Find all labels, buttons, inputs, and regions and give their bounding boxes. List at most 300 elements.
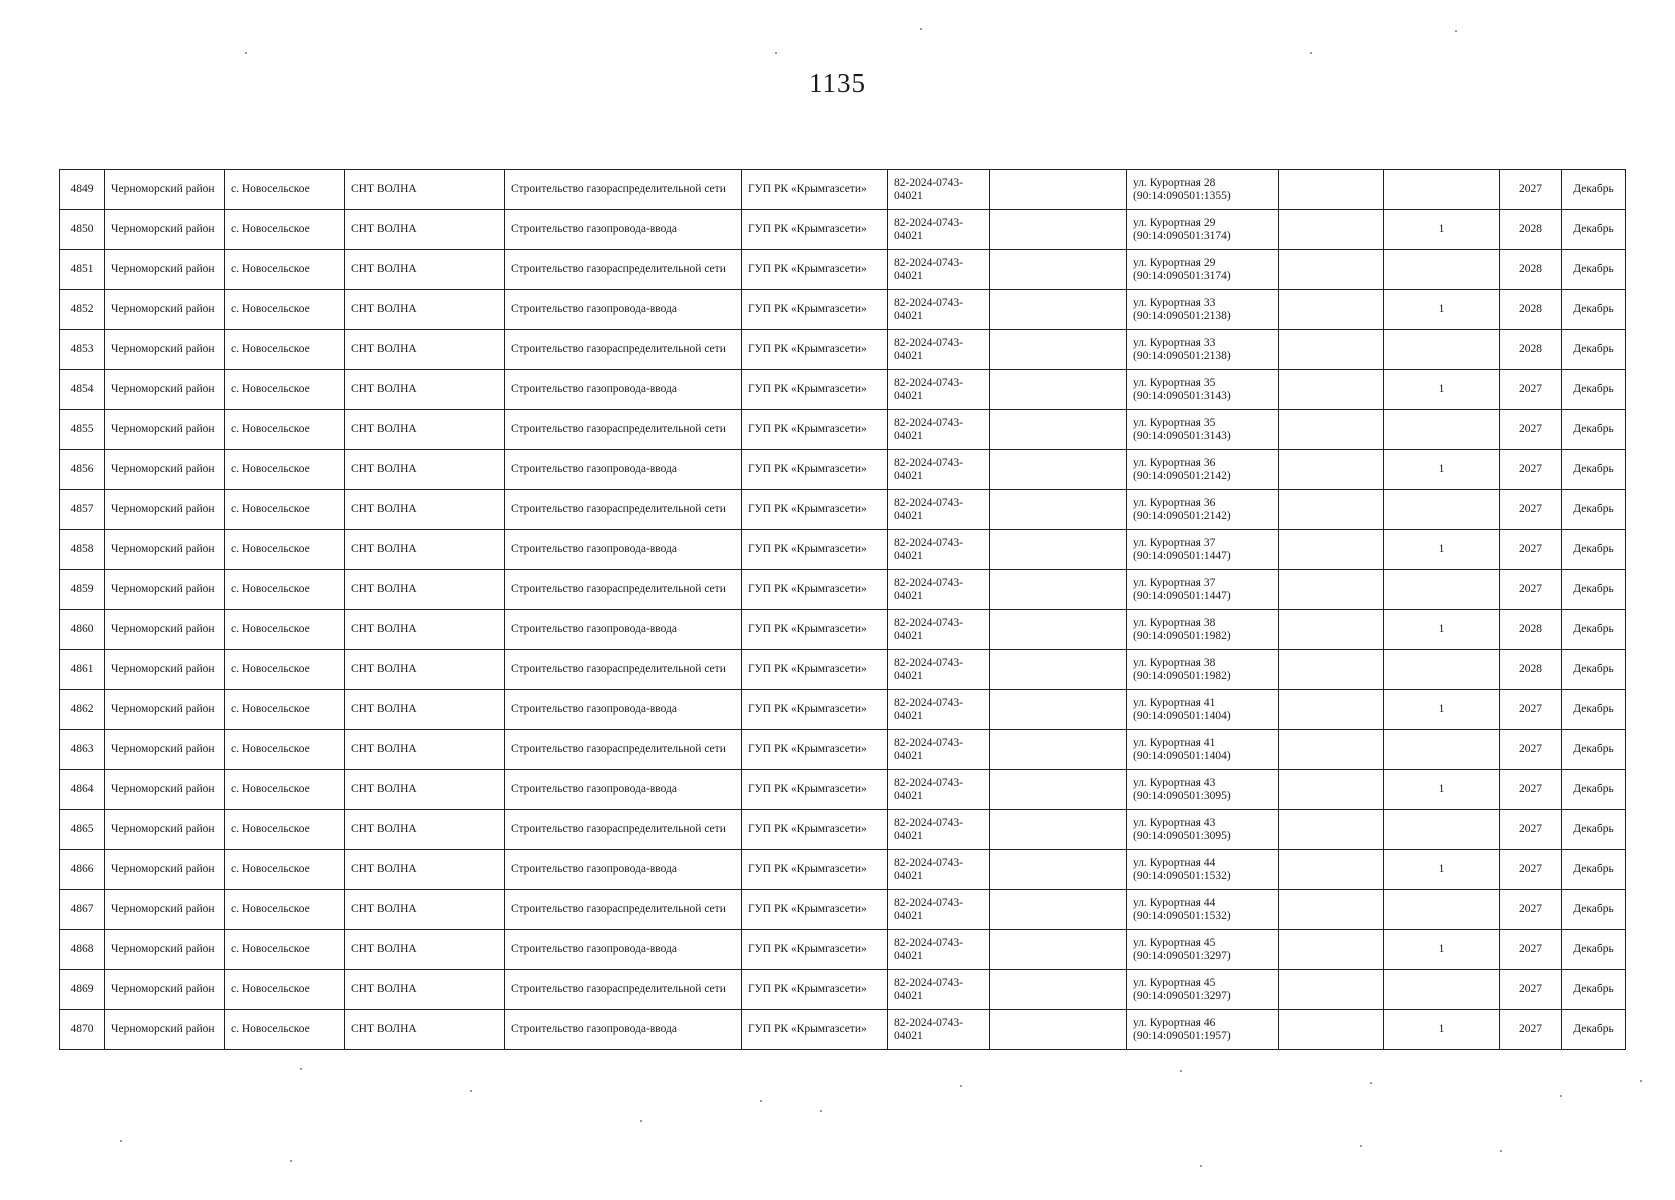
scan-speck — [640, 1120, 642, 1122]
snt-cell: СНТ ВОЛНА — [345, 850, 505, 890]
village-cell: с. Новосельское — [225, 970, 345, 1010]
table-row — [60, 370, 1626, 410]
month-cell: Декабрь — [1562, 650, 1626, 690]
empty-cell — [990, 450, 1127, 490]
address-cell: ул. Курортная 38 (90:14:090501:1982) — [1127, 610, 1279, 650]
snt-cell: СНТ ВОЛНА — [345, 490, 505, 530]
table-row — [60, 410, 1626, 450]
row-number-cell: 4866 — [60, 850, 105, 890]
snt-cell: СНТ ВОЛНА — [345, 370, 505, 410]
table-row — [60, 530, 1626, 570]
registration-code-cell: 82-2024-0743-04021 — [888, 890, 990, 930]
year-cell: 2027 — [1500, 890, 1562, 930]
empty-cell — [990, 890, 1127, 930]
table-row — [60, 290, 1626, 330]
quantity-cell — [1384, 330, 1500, 370]
work-type-cell: Строительство газопровода-ввода — [505, 610, 742, 650]
empty-cell — [1279, 850, 1384, 890]
scan-speck — [1370, 1082, 1372, 1084]
row-number-cell: 4862 — [60, 690, 105, 730]
registration-code-cell: 82-2024-0743-04021 — [888, 850, 990, 890]
district-cell: Черноморский район — [105, 530, 225, 570]
quantity-cell: 1 — [1384, 210, 1500, 250]
organization-cell: ГУП РК «Крымгазсети» — [742, 210, 888, 250]
empty-cell — [1279, 810, 1384, 850]
empty-cell — [990, 770, 1127, 810]
address-cell: ул. Курортная 41 (90:14:090501:1404) — [1127, 730, 1279, 770]
address-cell: ул. Курортная 37 (90:14:090501:1447) — [1127, 570, 1279, 610]
village-cell: с. Новосельское — [225, 210, 345, 250]
empty-cell — [1279, 330, 1384, 370]
registration-code-cell: 82-2024-0743-04021 — [888, 730, 990, 770]
month-cell: Декабрь — [1562, 170, 1626, 210]
quantity-cell — [1384, 410, 1500, 450]
work-type-cell: Строительство газораспределительной сети — [505, 890, 742, 930]
scan-speck — [470, 1090, 472, 1092]
year-cell: 2027 — [1500, 410, 1562, 450]
registration-code-cell: 82-2024-0743-04021 — [888, 690, 990, 730]
organization-cell: ГУП РК «Крымгазсети» — [742, 570, 888, 610]
village-cell: с. Новосельское — [225, 810, 345, 850]
empty-cell — [1279, 690, 1384, 730]
month-cell: Декабрь — [1562, 930, 1626, 970]
registration-code-cell: 82-2024-0743-04021 — [888, 530, 990, 570]
empty-cell — [1279, 770, 1384, 810]
month-cell: Декабрь — [1562, 570, 1626, 610]
address-cell: ул. Курортная 44 (90:14:090501:1532) — [1127, 850, 1279, 890]
empty-cell — [990, 810, 1127, 850]
address-cell: ул. Курортная 33 (90:14:090501:2138) — [1127, 330, 1279, 370]
registration-code-cell: 82-2024-0743-04021 — [888, 290, 990, 330]
year-cell: 2027 — [1500, 170, 1562, 210]
snt-cell: СНТ ВОЛНА — [345, 290, 505, 330]
district-cell: Черноморский район — [105, 170, 225, 210]
work-type-cell: Строительство газораспределительной сети — [505, 330, 742, 370]
year-cell: 2028 — [1500, 290, 1562, 330]
snt-cell: СНТ ВОЛНА — [345, 890, 505, 930]
work-type-cell: Строительство газопровода-ввода — [505, 690, 742, 730]
village-cell: с. Новосельское — [225, 370, 345, 410]
village-cell: с. Новосельское — [225, 290, 345, 330]
row-number-cell: 4864 — [60, 770, 105, 810]
snt-cell: СНТ ВОЛНА — [345, 610, 505, 650]
month-cell: Декабрь — [1562, 610, 1626, 650]
quantity-cell — [1384, 570, 1500, 610]
snt-cell: СНТ ВОЛНА — [345, 810, 505, 850]
quantity-cell — [1384, 810, 1500, 850]
work-type-cell: Строительство газопровода-ввода — [505, 930, 742, 970]
empty-cell — [1279, 170, 1384, 210]
empty-cell — [1279, 370, 1384, 410]
district-cell: Черноморский район — [105, 250, 225, 290]
registration-code-cell: 82-2024-0743-04021 — [888, 970, 990, 1010]
year-cell: 2027 — [1500, 1010, 1562, 1050]
registration-code-cell: 82-2024-0743-04021 — [888, 370, 990, 410]
empty-cell — [1279, 610, 1384, 650]
registration-code-cell: 82-2024-0743-04021 — [888, 450, 990, 490]
registration-code-cell: 82-2024-0743-04021 — [888, 210, 990, 250]
empty-cell — [990, 170, 1127, 210]
organization-cell: ГУП РК «Крымгазсети» — [742, 930, 888, 970]
registration-code-cell: 82-2024-0743-04021 — [888, 770, 990, 810]
district-cell: Черноморский район — [105, 330, 225, 370]
scan-speck — [1455, 30, 1457, 32]
table-row — [60, 850, 1626, 890]
table-row — [60, 210, 1626, 250]
snt-cell: СНТ ВОЛНА — [345, 330, 505, 370]
empty-cell — [1279, 970, 1384, 1010]
work-type-cell: Строительство газопровода-ввода — [505, 370, 742, 410]
row-number-cell: 4865 — [60, 810, 105, 850]
work-type-cell: Строительство газопровода-ввода — [505, 450, 742, 490]
registration-code-cell: 82-2024-0743-04021 — [888, 250, 990, 290]
address-cell: ул. Курортная 35 (90:14:090501:3143) — [1127, 410, 1279, 450]
row-number-cell: 4851 — [60, 250, 105, 290]
snt-cell: СНТ ВОЛНА — [345, 650, 505, 690]
village-cell: с. Новосельское — [225, 250, 345, 290]
table-row — [60, 650, 1626, 690]
snt-cell: СНТ ВОЛНА — [345, 570, 505, 610]
year-cell: 2027 — [1500, 530, 1562, 570]
table-row — [60, 490, 1626, 530]
snt-cell: СНТ ВОЛНА — [345, 1010, 505, 1050]
row-number-cell: 4860 — [60, 610, 105, 650]
quantity-cell: 1 — [1384, 530, 1500, 570]
month-cell: Декабрь — [1562, 490, 1626, 530]
empty-cell — [990, 690, 1127, 730]
empty-cell — [1279, 650, 1384, 690]
snt-cell: СНТ ВОЛНА — [345, 530, 505, 570]
empty-cell — [990, 530, 1127, 570]
district-cell: Черноморский район — [105, 970, 225, 1010]
year-cell: 2027 — [1500, 450, 1562, 490]
row-number-cell: 4868 — [60, 930, 105, 970]
year-cell: 2027 — [1500, 490, 1562, 530]
scan-speck — [1560, 1095, 1562, 1097]
empty-cell — [1279, 890, 1384, 930]
registration-code-cell: 82-2024-0743-04021 — [888, 170, 990, 210]
snt-cell: СНТ ВОЛНА — [345, 250, 505, 290]
work-type-cell: Строительство газораспределительной сети — [505, 650, 742, 690]
empty-cell — [990, 850, 1127, 890]
district-cell: Черноморский район — [105, 490, 225, 530]
organization-cell: ГУП РК «Крымгазсети» — [742, 530, 888, 570]
registration-code-cell: 82-2024-0743-04021 — [888, 1010, 990, 1050]
organization-cell: ГУП РК «Крымгазсети» — [742, 370, 888, 410]
table-row — [60, 250, 1626, 290]
year-cell: 2028 — [1500, 650, 1562, 690]
scan-speck — [1500, 1150, 1502, 1152]
row-number-cell: 4850 — [60, 210, 105, 250]
work-type-cell: Строительство газопровода-ввода — [505, 850, 742, 890]
table-row — [60, 690, 1626, 730]
month-cell: Декабрь — [1562, 970, 1626, 1010]
organization-cell: ГУП РК «Крымгазсети» — [742, 650, 888, 690]
year-cell: 2027 — [1500, 370, 1562, 410]
quantity-cell: 1 — [1384, 370, 1500, 410]
scan-speck — [820, 1110, 822, 1112]
organization-cell: ГУП РК «Крымгазсети» — [742, 490, 888, 530]
quantity-cell — [1384, 730, 1500, 770]
work-type-cell: Строительство газопровода-ввода — [505, 210, 742, 250]
village-cell: с. Новосельское — [225, 410, 345, 450]
organization-cell: ГУП РК «Крымгазсети» — [742, 1010, 888, 1050]
work-type-cell: Строительство газораспределительной сети — [505, 810, 742, 850]
scan-speck — [245, 52, 247, 54]
row-number-cell: 4856 — [60, 450, 105, 490]
month-cell: Декабрь — [1562, 290, 1626, 330]
work-type-cell: Строительство газораспределительной сети — [505, 490, 742, 530]
work-type-cell: Строительство газопровода-ввода — [505, 1010, 742, 1050]
scan-speck — [1360, 1145, 1362, 1147]
year-cell: 2028 — [1500, 210, 1562, 250]
empty-cell — [990, 570, 1127, 610]
work-type-cell: Строительство газораспределительной сети — [505, 410, 742, 450]
scan-speck — [1180, 1070, 1182, 1072]
address-cell: ул. Курортная 44 (90:14:090501:1532) — [1127, 890, 1279, 930]
village-cell: с. Новосельское — [225, 450, 345, 490]
organization-cell: ГУП РК «Крымгазсети» — [742, 890, 888, 930]
table-row — [60, 570, 1626, 610]
district-cell: Черноморский район — [105, 810, 225, 850]
district-cell: Черноморский район — [105, 570, 225, 610]
quantity-cell — [1384, 490, 1500, 530]
registration-code-cell: 82-2024-0743-04021 — [888, 410, 990, 450]
empty-cell — [990, 1010, 1127, 1050]
empty-cell — [1279, 410, 1384, 450]
empty-cell — [990, 930, 1127, 970]
year-cell: 2027 — [1500, 570, 1562, 610]
quantity-cell: 1 — [1384, 610, 1500, 650]
address-cell: ул. Курортная 33 (90:14:090501:2138) — [1127, 290, 1279, 330]
snt-cell: СНТ ВОЛНА — [345, 730, 505, 770]
table-row — [60, 730, 1626, 770]
empty-cell — [1279, 290, 1384, 330]
empty-cell — [990, 490, 1127, 530]
village-cell: с. Новосельское — [225, 490, 345, 530]
month-cell: Декабрь — [1562, 890, 1626, 930]
quantity-cell — [1384, 250, 1500, 290]
village-cell: с. Новосельское — [225, 170, 345, 210]
quantity-cell: 1 — [1384, 1010, 1500, 1050]
quantity-cell — [1384, 890, 1500, 930]
month-cell: Декабрь — [1562, 330, 1626, 370]
scan-speck — [1640, 1080, 1642, 1082]
district-cell: Черноморский район — [105, 890, 225, 930]
address-cell: ул. Курортная 46 (90:14:090501:1957) — [1127, 1010, 1279, 1050]
row-number-cell: 4858 — [60, 530, 105, 570]
address-cell: ул. Курортная 43 (90:14:090501:3095) — [1127, 810, 1279, 850]
table-row — [60, 930, 1626, 970]
row-number-cell: 4857 — [60, 490, 105, 530]
row-number-cell: 4861 — [60, 650, 105, 690]
table-row — [60, 170, 1626, 210]
snt-cell: СНТ ВОЛНА — [345, 970, 505, 1010]
quantity-cell — [1384, 970, 1500, 1010]
month-cell: Декабрь — [1562, 370, 1626, 410]
row-number-cell: 4853 — [60, 330, 105, 370]
table-row — [60, 770, 1626, 810]
empty-cell — [990, 370, 1127, 410]
scan-speck — [1310, 52, 1312, 54]
district-cell: Черноморский район — [105, 770, 225, 810]
village-cell: с. Новосельское — [225, 690, 345, 730]
empty-cell — [990, 290, 1127, 330]
table-body — [60, 170, 1626, 1050]
scan-speck — [1200, 1165, 1202, 1167]
address-cell: ул. Курортная 45 (90:14:090501:3297) — [1127, 970, 1279, 1010]
table-row — [60, 330, 1626, 370]
quantity-cell: 1 — [1384, 290, 1500, 330]
district-cell: Черноморский район — [105, 850, 225, 890]
address-cell: ул. Курортная 36 (90:14:090501:2142) — [1127, 490, 1279, 530]
organization-cell: ГУП РК «Крымгазсети» — [742, 770, 888, 810]
district-cell: Черноморский район — [105, 450, 225, 490]
village-cell: с. Новосельское — [225, 610, 345, 650]
registration-code-cell: 82-2024-0743-04021 — [888, 610, 990, 650]
empty-cell — [990, 410, 1127, 450]
quantity-cell — [1384, 650, 1500, 690]
district-cell: Черноморский район — [105, 650, 225, 690]
district-cell: Черноморский район — [105, 610, 225, 650]
quantity-cell — [1384, 170, 1500, 210]
year-cell: 2028 — [1500, 610, 1562, 650]
work-type-cell: Строительство газораспределительной сети — [505, 730, 742, 770]
row-number-cell: 4869 — [60, 970, 105, 1010]
village-cell: с. Новосельское — [225, 730, 345, 770]
address-cell: ул. Курортная 29 (90:14:090501:3174) — [1127, 210, 1279, 250]
empty-cell — [1279, 250, 1384, 290]
address-cell: ул. Курортная 28 (90:14:090501:1355) — [1127, 170, 1279, 210]
empty-cell — [1279, 570, 1384, 610]
address-cell: ул. Курортная 35 (90:14:090501:3143) — [1127, 370, 1279, 410]
month-cell: Декабрь — [1562, 770, 1626, 810]
village-cell: с. Новосельское — [225, 330, 345, 370]
district-cell: Черноморский район — [105, 290, 225, 330]
village-cell: с. Новосельское — [225, 770, 345, 810]
year-cell: 2027 — [1500, 850, 1562, 890]
row-number-cell: 4849 — [60, 170, 105, 210]
snt-cell: СНТ ВОЛНА — [345, 210, 505, 250]
table-row — [60, 610, 1626, 650]
month-cell: Декабрь — [1562, 850, 1626, 890]
registration-code-cell: 82-2024-0743-04021 — [888, 330, 990, 370]
month-cell: Декабрь — [1562, 1010, 1626, 1050]
month-cell: Декабрь — [1562, 810, 1626, 850]
address-cell: ул. Курортная 37 (90:14:090501:1447) — [1127, 530, 1279, 570]
empty-cell — [990, 250, 1127, 290]
organization-cell: ГУП РК «Крымгазсети» — [742, 450, 888, 490]
work-type-cell: Строительство газораспределительной сети — [505, 570, 742, 610]
scan-speck — [300, 1068, 302, 1070]
month-cell: Декабрь — [1562, 450, 1626, 490]
scan-speck — [290, 1160, 292, 1162]
address-cell: ул. Курортная 38 (90:14:090501:1982) — [1127, 650, 1279, 690]
empty-cell — [1279, 530, 1384, 570]
work-type-cell: Строительство газораспределительной сети — [505, 170, 742, 210]
organization-cell: ГУП РК «Крымгазсети» — [742, 170, 888, 210]
registration-code-cell: 82-2024-0743-04021 — [888, 810, 990, 850]
month-cell: Декабрь — [1562, 730, 1626, 770]
table-row — [60, 1010, 1626, 1050]
year-cell: 2027 — [1500, 930, 1562, 970]
month-cell: Декабрь — [1562, 250, 1626, 290]
scan-speck — [760, 1100, 762, 1102]
table-row — [60, 810, 1626, 850]
empty-cell — [990, 730, 1127, 770]
snt-cell: СНТ ВОЛНА — [345, 170, 505, 210]
quantity-cell: 1 — [1384, 450, 1500, 490]
district-cell: Черноморский район — [105, 410, 225, 450]
row-number-cell: 4863 — [60, 730, 105, 770]
snt-cell: СНТ ВОЛНА — [345, 690, 505, 730]
address-cell: ул. Курортная 29 (90:14:090501:3174) — [1127, 250, 1279, 290]
address-cell: ул. Курортная 43 (90:14:090501:3095) — [1127, 770, 1279, 810]
month-cell: Декабрь — [1562, 410, 1626, 450]
empty-cell — [990, 330, 1127, 370]
work-type-cell: Строительство газопровода-ввода — [505, 290, 742, 330]
row-number-cell: 4870 — [60, 1010, 105, 1050]
row-number-cell: 4859 — [60, 570, 105, 610]
empty-cell — [1279, 730, 1384, 770]
row-number-cell: 4855 — [60, 410, 105, 450]
registration-code-cell: 82-2024-0743-04021 — [888, 930, 990, 970]
organization-cell: ГУП РК «Крымгазсети» — [742, 250, 888, 290]
district-cell: Черноморский район — [105, 730, 225, 770]
address-cell: ул. Курортная 36 (90:14:090501:2142) — [1127, 450, 1279, 490]
organization-cell: ГУП РК «Крымгазсети» — [742, 810, 888, 850]
year-cell: 2027 — [1500, 810, 1562, 850]
district-cell: Черноморский район — [105, 930, 225, 970]
organization-cell: ГУП РК «Крымгазсети» — [742, 410, 888, 450]
quantity-cell: 1 — [1384, 850, 1500, 890]
year-cell: 2028 — [1500, 330, 1562, 370]
scan-speck — [120, 1140, 122, 1142]
work-type-cell: Строительство газораспределительной сети — [505, 250, 742, 290]
empty-cell — [1279, 210, 1384, 250]
registration-code-cell: 82-2024-0743-04021 — [888, 490, 990, 530]
village-cell: с. Новосельское — [225, 650, 345, 690]
page-number: 1135 — [809, 68, 866, 98]
village-cell: с. Новосельское — [225, 930, 345, 970]
month-cell: Декабрь — [1562, 530, 1626, 570]
year-cell: 2027 — [1500, 970, 1562, 1010]
snt-cell: СНТ ВОЛНА — [345, 930, 505, 970]
village-cell: с. Новосельское — [225, 530, 345, 570]
scan-speck — [960, 1085, 962, 1087]
empty-cell — [990, 970, 1127, 1010]
quantity-cell: 1 — [1384, 930, 1500, 970]
row-number-cell: 4867 — [60, 890, 105, 930]
village-cell: с. Новосельское — [225, 570, 345, 610]
empty-cell — [1279, 450, 1384, 490]
organization-cell: ГУП РК «Крымгазсети» — [742, 290, 888, 330]
organization-cell: ГУП РК «Крымгазсети» — [742, 970, 888, 1010]
district-cell: Черноморский район — [105, 370, 225, 410]
organization-cell: ГУП РК «Крымгазсети» — [742, 850, 888, 890]
address-cell: ул. Курортная 41 (90:14:090501:1404) — [1127, 690, 1279, 730]
year-cell: 2027 — [1500, 730, 1562, 770]
year-cell: 2028 — [1500, 250, 1562, 290]
registration-code-cell: 82-2024-0743-04021 — [888, 650, 990, 690]
empty-cell — [1279, 1010, 1384, 1050]
work-type-cell: Строительство газопровода-ввода — [505, 770, 742, 810]
snt-cell: СНТ ВОЛНА — [345, 770, 505, 810]
district-cell: Черноморский район — [105, 210, 225, 250]
row-number-cell: 4852 — [60, 290, 105, 330]
quantity-cell: 1 — [1384, 770, 1500, 810]
registration-code-cell: 82-2024-0743-04021 — [888, 570, 990, 610]
